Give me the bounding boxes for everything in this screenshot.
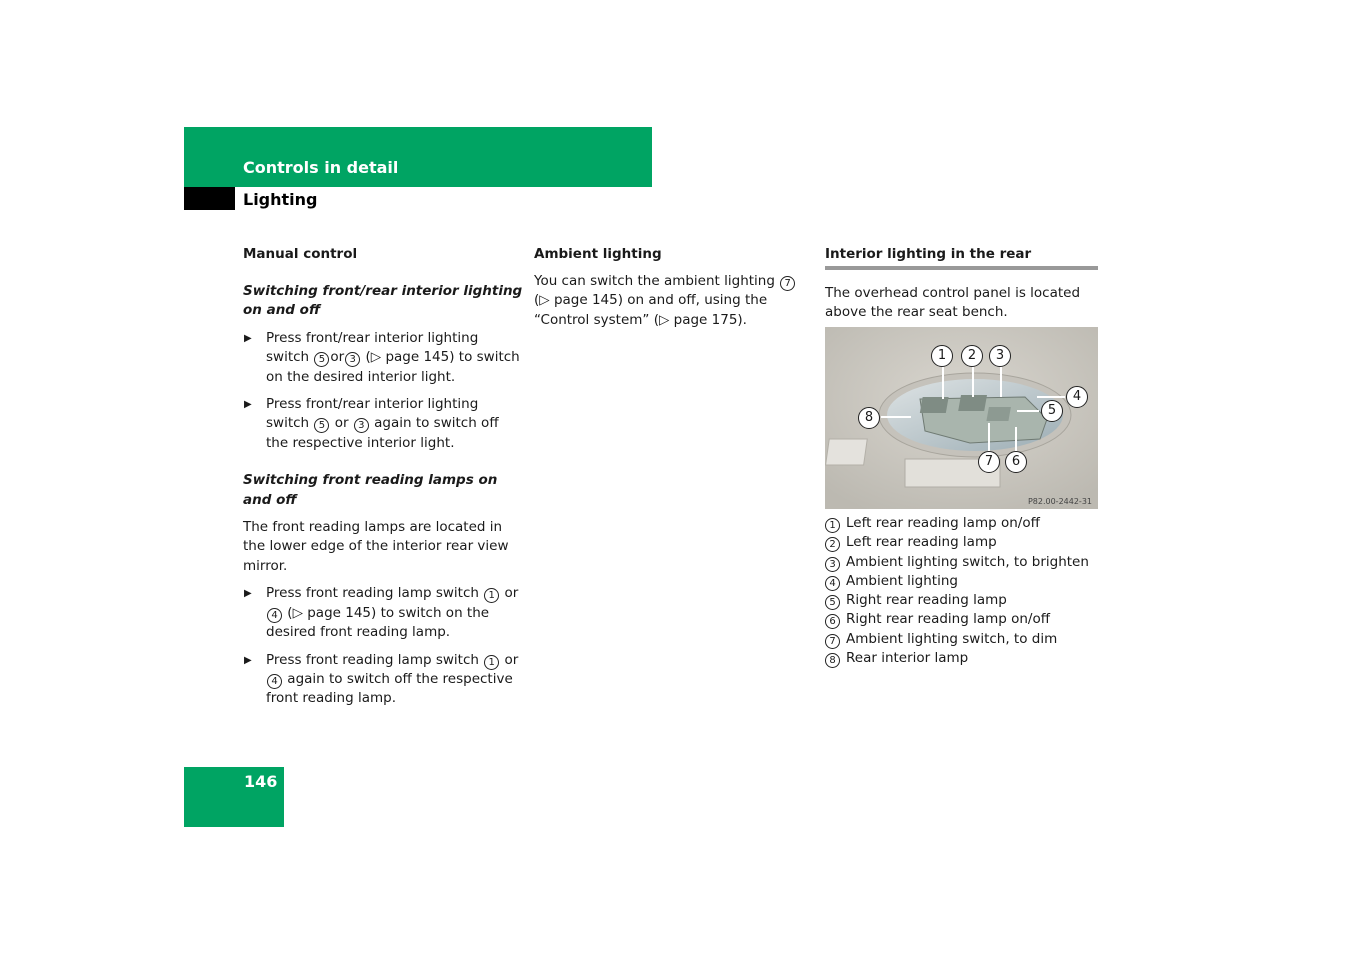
heading-ambient-lighting: Ambient lighting <box>534 246 662 262</box>
callout-ref: 7 <box>780 276 795 291</box>
heading-interior-rear: Interior lighting in the rear <box>825 246 1032 262</box>
figure-code: P82.00-2442-31 <box>1027 497 1092 506</box>
paragraph-panel-location: The overhead control panel is located above the rear seat bench. <box>825 285 1081 321</box>
step-switch-off-reading: ▶ Press front reading lamp switch 1 or 4 again to switch off the respective front reading lamp. <box>244 651 519 707</box>
legend-item: 1 Left rear reading lamp on/off <box>825 514 1105 533</box>
callout-ref: 3 <box>345 352 360 367</box>
column-ambient-lighting <box>534 245 814 330</box>
callout-ref: 1 <box>484 588 499 603</box>
step-switch-on-interior: ▶ Press front/rear interior lighting switch 5 or 3 (▷ page 145) to switch on the desired interior light. <box>244 329 520 385</box>
section-title: Controls in detail <box>243 158 399 177</box>
bullet-arrow-icon: ▶ <box>244 332 252 344</box>
subheading-front-reading-lamps: Switching front reading lamps on and off <box>243 472 498 508</box>
legend-item: 6 Right rear reading lamp on/off <box>825 610 1105 629</box>
legend-item: 2 Left rear reading lamp <box>825 533 1105 552</box>
legend-item: 4 Ambient lighting <box>825 572 1105 591</box>
figure-callout-7: 7 <box>978 451 1000 473</box>
figure-callout-5: 5 <box>1041 400 1063 422</box>
bullet-arrow-icon: ▶ <box>244 399 252 411</box>
page-number: 146 <box>244 772 278 791</box>
legend-item: 7 Ambient lighting switch, to dim <box>825 630 1105 649</box>
legend-item: 8 Rear interior lamp <box>825 649 1105 668</box>
bullet-arrow-icon: ▶ <box>244 654 252 666</box>
callout-ref: 5 <box>314 352 329 367</box>
heading-manual-control: Manual control <box>243 246 358 262</box>
figure-callout-2: 2 <box>961 345 983 367</box>
figure-callout-4: 4 <box>1066 386 1088 408</box>
figure-callout-1: 1 <box>931 345 953 367</box>
paragraph-ambient-lighting: You can switch the ambient lighting 7 (▷ page 145) on and off, using the “Control system” (▷ page 175). <box>534 272 814 330</box>
heading-underline <box>825 266 1098 270</box>
section-header-bar <box>184 127 652 187</box>
step-switch-on-reading: ▶ Press front reading lamp switch 1 or 4 (▷ page 145) to switch on the desired front reading lamp. <box>244 585 519 641</box>
paragraph-reading-lamps-location: The front reading lamps are located in the lower edge of the interior rear view mirror. <box>243 519 509 574</box>
step-switch-off-interior: ▶ Press front/rear interior lighting switch 5 or 3 again to switch off the respective interior light. <box>244 396 499 451</box>
callout-ref: 3 <box>354 418 369 433</box>
callout-ref: 4 <box>267 674 282 689</box>
column-manual-control <box>243 245 523 709</box>
figure-callout-8: 8 <box>858 407 880 429</box>
bullet-arrow-icon: ▶ <box>244 588 252 600</box>
figure-callout-6: 6 <box>1005 451 1027 473</box>
callout-ref: 5 <box>314 418 329 433</box>
column-interior-rear <box>825 245 1098 323</box>
overhead-panel-figure <box>825 327 1098 509</box>
figure-callout-3: 3 <box>989 345 1011 367</box>
subheading-front-rear-lighting: Switching front/rear interior lighting on and off <box>243 283 523 319</box>
callout-ref: 1 <box>484 655 499 670</box>
section-tab-marker <box>184 187 235 210</box>
legend-item: 3 Ambient lighting switch, to brighten <box>825 553 1105 572</box>
figure-legend <box>825 514 1105 668</box>
callout-ref: 4 <box>267 608 282 623</box>
subsection-title: Lighting <box>243 190 318 209</box>
legend-item: 5 Right rear reading lamp <box>825 591 1105 610</box>
